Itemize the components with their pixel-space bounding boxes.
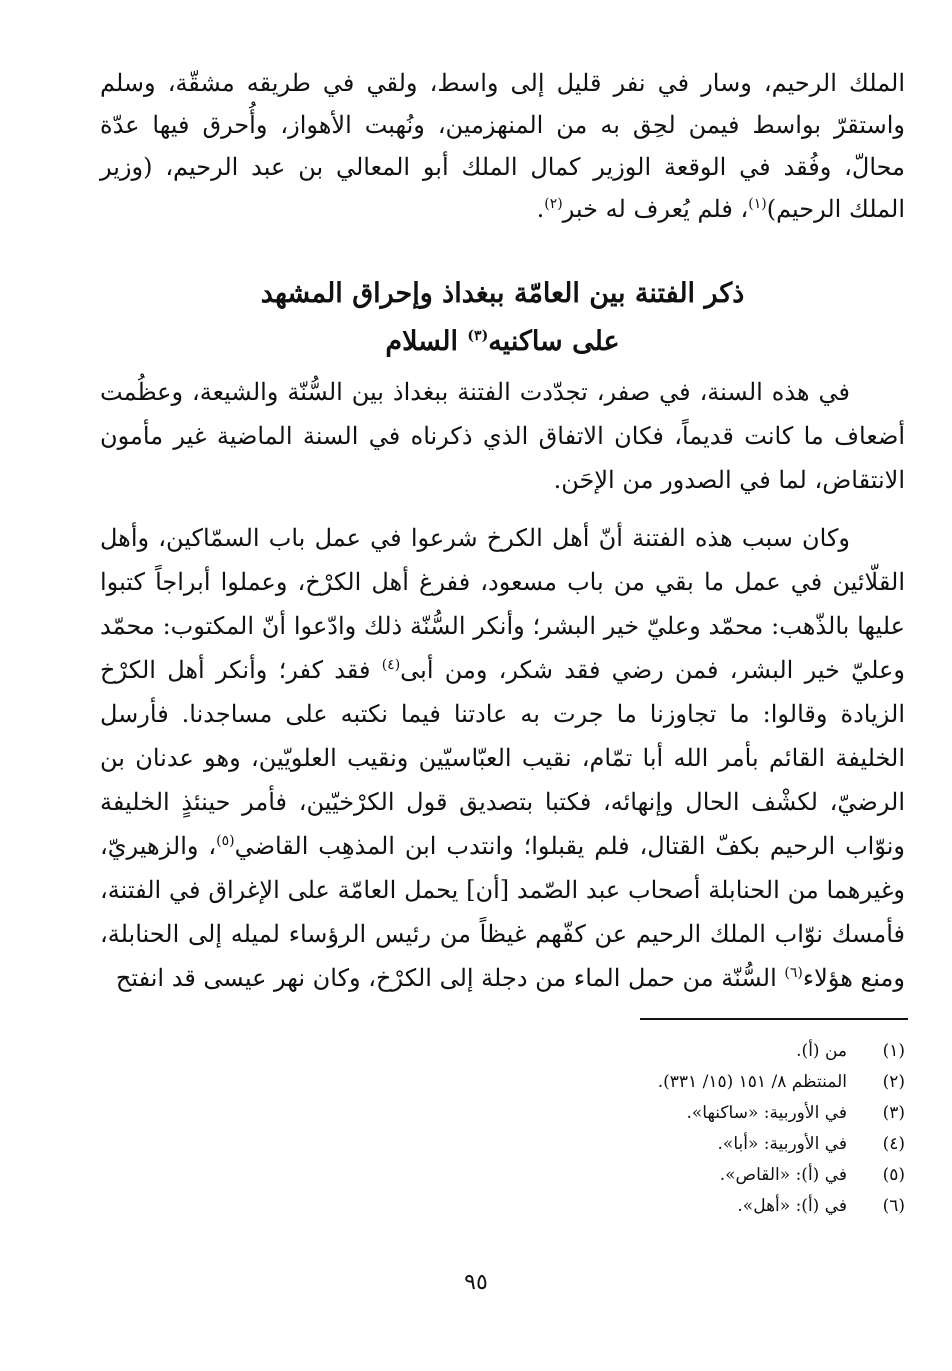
footnote-ref-5: (٥): [216, 833, 235, 849]
footnotes: [400, 1036, 905, 1222]
footnote-number: (٥): [882, 1165, 905, 1185]
p3-part2: فقد كفر؛ وأنكر أهل الكرْخ الزيادة وقالوا: ما تجاوزنا ما جرت به عادتنا فيما نكتبه على مساجدنا. فأرسل الخليفة القائم بأمر الله أبا تمّام، نقيب العبّاسيّين ونقيب العلويّين، وهو عدنان بن الرضيّ، لكشْف الحال وإنهائه، فكتبا بتصديق قول الكرْخيّين، فأمر حينئذٍ الخليفة ونوّاب الرحيم بكفّ القتال، فلم يقبلوا؛ وانتدب ابن المذهِب القاضي: [100, 656, 906, 860]
heading-line-2: [100, 318, 905, 366]
heading-line-2-start: على ساكنيه: [488, 326, 620, 357]
p1-line4: فلم يُعرف له خبر: [562, 195, 733, 223]
footnote-ref-1: (١): [748, 196, 767, 212]
footnote-ref-3: (٣): [467, 328, 489, 344]
footnote-number: (٦): [882, 1196, 905, 1216]
footnote: [400, 1067, 905, 1098]
p3-part3: ، والزهيريّ، وغيرهما من الحنابلة أصحاب عبد الصّمد [أن] يحمل العامّة على الإغراق في الفتنة، فأمسك نوّاب الملك الرحيم عن كفّهم غيظاً من رئيس الرؤساء لميله إلى الحنابلة، ومنع هؤلاء: [100, 832, 905, 992]
footnote-ref-4: (٤): [381, 657, 401, 673]
p1-line1: الملك الرحيم، وسار في نفر قليل إلى واسط، ولقي في طريقه مشقّة، وسلم واستقرّ: [100, 69, 905, 139]
heading-line-2-end: السلام: [385, 326, 459, 357]
footnote-number: (١): [882, 1041, 905, 1061]
footnote: [400, 1129, 905, 1160]
footnote-number: (٢): [882, 1072, 905, 1092]
footnote-text: من (أ).: [796, 1041, 847, 1061]
footnote: [400, 1160, 905, 1191]
section-heading: [100, 270, 905, 366]
footnote-text: في (أ): «أهل».: [737, 1196, 847, 1216]
footnote-number: (٤): [882, 1134, 905, 1154]
p1-line3-end: ،: [740, 195, 749, 223]
footnote-number: (٣): [882, 1103, 905, 1123]
footnote-text: المنتظم ٨/ ١٥١ (١٥/ ٣٣١).: [657, 1072, 847, 1092]
p1-line3: في الوقعة الوزير كمال الملك أبو المعالي بن عبد الرحيم، (وزير الملك الرحيم): [100, 153, 905, 223]
footnote-text: في الأوربية: «ساكنها».: [686, 1103, 847, 1123]
footnote-text: في (أ): «القاص».: [719, 1165, 847, 1185]
footnote-ref-6: (٦): [784, 965, 803, 981]
heading-line-1: ذكر الفتنة بين العامّة ببغداذ وإحراق المشهد: [260, 278, 745, 309]
p3-part1: وكان سبب هذه الفتنة أنّ أهل الكرخ شرعوا في عمل باب السمّاكين، وأهل القلّائين في عمل ما بقي من باب مسعود، ففرغ أهل الكرْخ، وعملوا أبراجاً كتبوا عليها بالذّهب: محمّد وعليّ خير البشر؛ وأنكر السُّنّة ذلك وادّعوا أنّ المكتوب: محمّد وعليّ خير البشر، فمن رضي فقد شكر، ومن أبى: [100, 524, 905, 684]
p3-part4: السُّنّة من حمل الماء من دجلة إلى الكرْخ، وكان نهر عيسى قد انفتح: [115, 964, 777, 992]
footnote: [400, 1191, 905, 1222]
footnote: [400, 1098, 905, 1129]
p2-text: في هذه السنة، في صفر، تجدّدت الفتنة ببغداذ بين السُّنّة والشيعة، وعظُمت أضعاف ما كانت قديماً، فكان الاتفاق الذي ذكرناه في السنة الماضية غير مأمون الانتقاض، لما في الصدور من الإحَن.: [100, 378, 905, 494]
p1-line2: بواسط فيمن لحِق به من المنهزمين، ونُهبت الأهواز، وأُحرق فيها عدّة محالّ، وفُقد: [100, 111, 905, 181]
page-number: ٩٥: [464, 1270, 488, 1295]
footnote-ref-2: (٢): [544, 196, 563, 212]
footnote: [400, 1036, 905, 1067]
p1-line4-end: .: [536, 195, 545, 223]
paragraph-2: [100, 370, 905, 502]
footnote-divider: [640, 1018, 908, 1020]
footnote-text: في الأوربية: «أبا».: [717, 1134, 847, 1154]
paragraph-continuation: [100, 62, 905, 230]
paragraph-3: [100, 516, 905, 1000]
